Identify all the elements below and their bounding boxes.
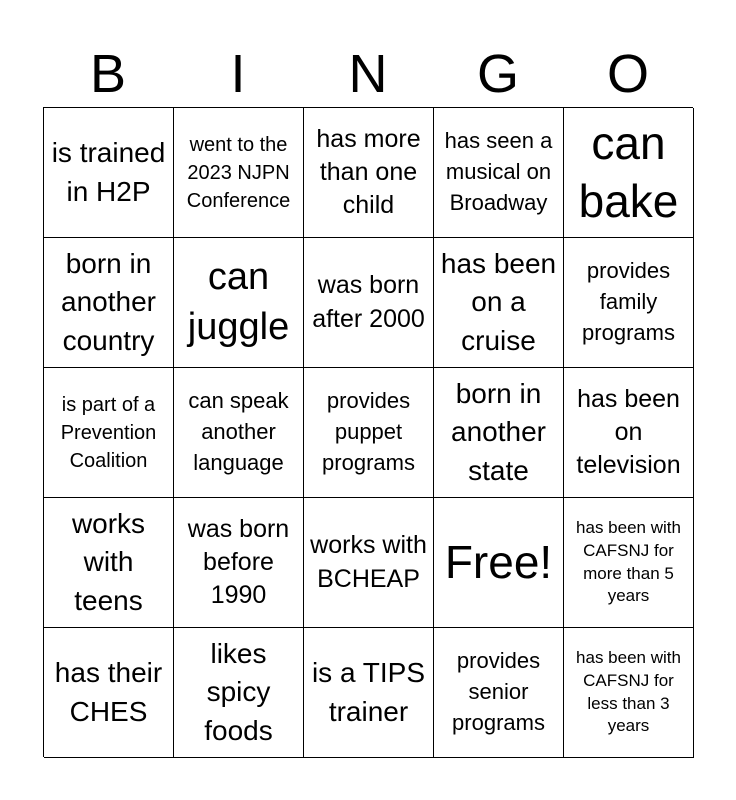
bingo-cell[interactable]	[304, 108, 434, 238]
cell-text: provides family programs	[582, 258, 675, 345]
bingo-cell[interactable]	[174, 628, 304, 758]
bingo-cell[interactable]	[174, 498, 304, 628]
bingo-cell[interactable]	[564, 628, 694, 758]
bingo-cell[interactable]	[174, 238, 304, 368]
bingo-cell[interactable]	[434, 628, 564, 758]
cell-text: has been with CAFSNJ for less than 3 years	[576, 647, 681, 736]
bingo-cell[interactable]	[434, 108, 564, 238]
bingo-cell[interactable]	[564, 108, 694, 238]
cell-text: can bake	[578, 117, 679, 227]
header-letter-b: B	[89, 44, 127, 104]
bingo-cell[interactable]	[564, 368, 694, 498]
cell-text: was born before 1990	[187, 514, 290, 610]
bingo-cell[interactable]	[304, 238, 434, 368]
cell-text: born in another country	[61, 247, 156, 356]
cell-text: likes spicy foods	[204, 637, 273, 746]
bingo-cell[interactable]	[44, 368, 174, 498]
cell-text: has been on television	[576, 384, 681, 480]
bingo-cell[interactable]	[434, 368, 564, 498]
bingo-cell[interactable]	[304, 498, 434, 628]
bingo-cell[interactable]	[434, 238, 564, 368]
bingo-cell[interactable]	[174, 368, 304, 498]
bingo-cell[interactable]	[174, 108, 304, 238]
header-letter-g: G	[476, 44, 519, 104]
bingo-grid	[43, 107, 693, 757]
cell-text: is a TIPS trainer	[311, 657, 426, 727]
header-letter-n: N	[348, 44, 388, 104]
cell-text: was born after 2000	[312, 271, 425, 333]
bingo-cell[interactable]	[44, 628, 174, 758]
cell-text: provides puppet programs	[322, 388, 415, 475]
cell-text: works with BCHEAP	[310, 531, 427, 593]
cell-text: works with teens	[71, 507, 146, 616]
cell-text: has seen a musical on Broadway	[444, 128, 553, 215]
cell-text: is trained in H2P	[51, 137, 166, 207]
bingo-cell[interactable]	[304, 628, 434, 758]
cell-text: has more than one child	[316, 124, 421, 220]
cell-text: born in another state	[451, 377, 546, 486]
free-space-text: Free!	[444, 535, 553, 588]
cell-text: provides senior programs	[452, 648, 545, 735]
cell-text: has been with CAFSNJ for more than 5 years	[576, 517, 681, 606]
bingo-cell[interactable]	[564, 498, 694, 628]
bingo-cell[interactable]	[44, 108, 174, 238]
bingo-header	[43, 40, 693, 108]
cell-text: has their CHES	[54, 657, 163, 727]
header-letter-o: O	[606, 44, 649, 104]
cell-text: has been on a cruise	[440, 247, 557, 356]
bingo-cell[interactable]	[304, 368, 434, 498]
cell-text: went to the 2023 NJPN Conference	[186, 133, 291, 212]
bingo-cell[interactable]	[564, 238, 694, 368]
cell-text: can juggle	[187, 256, 290, 348]
cell-text: is part of a Prevention Coalition	[60, 393, 157, 472]
bingo-cell free-space[interactable]	[434, 498, 564, 628]
bingo-cell[interactable]	[44, 238, 174, 368]
bingo-cell[interactable]	[44, 498, 174, 628]
header-letter-i: I	[230, 44, 246, 104]
cell-text: can speak another language	[188, 388, 289, 475]
